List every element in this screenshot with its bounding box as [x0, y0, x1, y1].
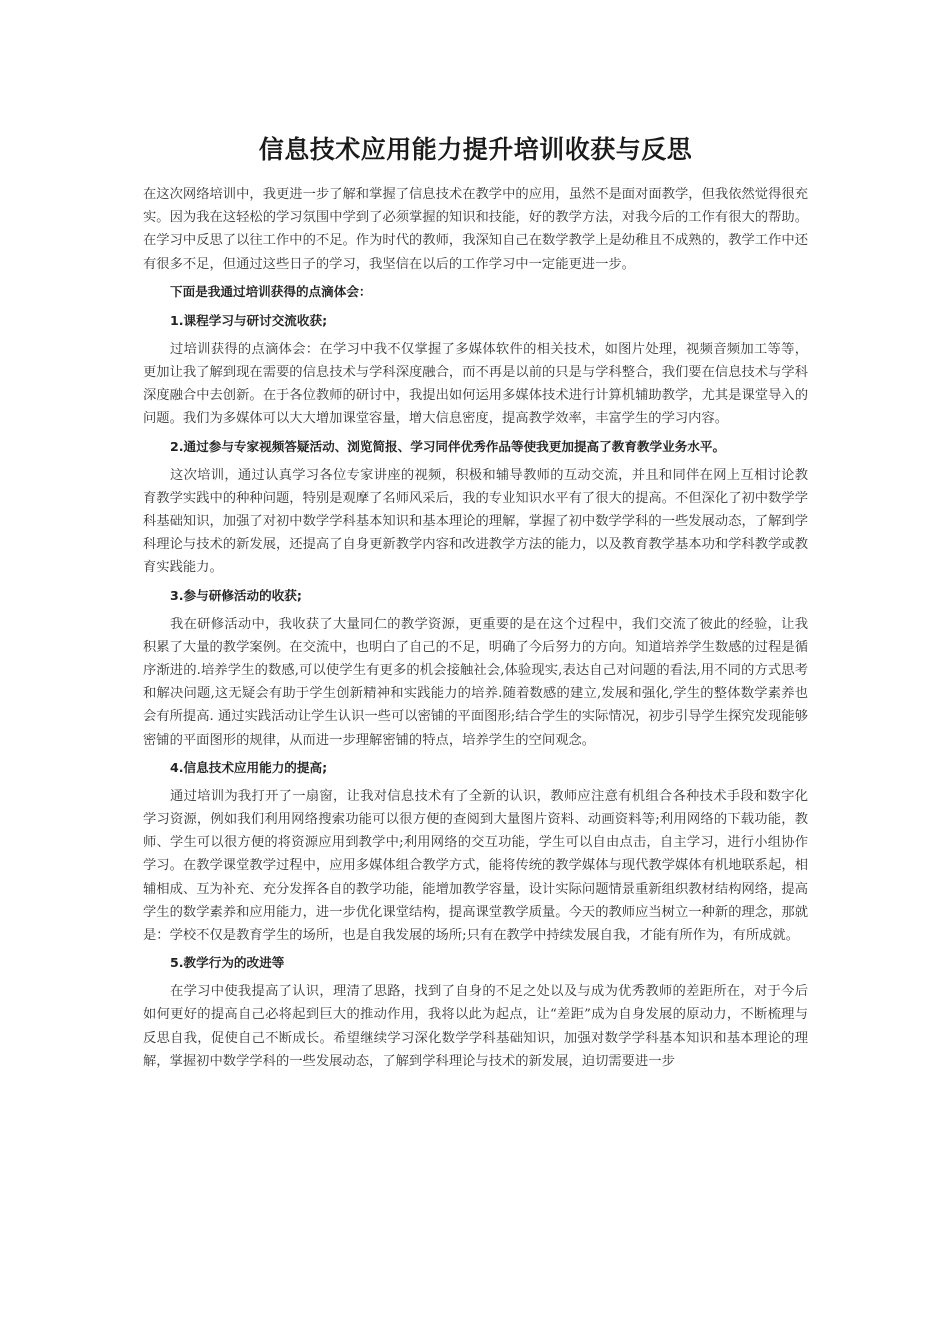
section-2-paragraph: 这次培训，通过认真学习各位专家讲座的视频，积极和辅导教师的互动交流，并且和同伴在网上互相讨论教育教学实践中的种种问题，特别是观摩了名师风采后，我的专业知识水平有了很大的提高。不但深化了初中数学学科基础知识，加强了对初中数学学科基本知识和基本理论的理解，掌握了初中数学学科的一些发展动态，了解到学科理论与技术的新发展，还提高了自身更新教学内容和改进教学方法的能力，以及教育教学基本功和学科教学或教育实践能力。 [143, 467, 808, 576]
section-5-heading: 5.教学行为的改进等 [170, 955, 285, 971]
section-1-paragraph: 过培训获得的点滴体会：在学习中我不仅掌握了多媒体软件的相关技术，如图片处理，视频音频加工等等，更加让我了解到现在需要的信息技术与学科深度融合，而不再是以前的只是与学科整合，我们要在信息技术与学科深度融合中去创新。在于各位教师的研讨中，我提出如何运用多媒体技术进行计算机辅助教学，尤其是课堂导入的问题。我们为多媒体可以大大增加课堂容量，增大信息密度，提高教学效率，丰富学生的学习内容。 [143, 341, 808, 427]
section-4-paragraph: 通过培训为我打开了一扇窗，让我对信息技术有了全新的认识，教师应注意有机组合各种技术手段和数字化学习资源，例如我们利用网络搜索功能可以很方便的查阅到大量图片资料、动画资料等;利用网络的下载功能，教师、学生可以很方便的将资源应用到教学中;利用网络的交互功能，学生可以自由点击，自主学习，进行小组协作学习。在教学课堂教学过程中，应用多媒体组合教学方式，能将传统的教学媒体与现代教学媒体有机地联系起，相辅相成、互为补充、充分发挥各自的教学功能，能增加教学容量，设计实际问题情景重新组织教材结构网络，提高学生的数学素养和应用能力，进一步优化课堂结构，提高课堂教学质量。今天的教师应当树立一种新的理念，那就是：学校不仅是教育学生的场所，也是自我发展的场所;只有在教学中持续发展自我，才能有所作为，有所成就。 [143, 788, 808, 944]
section-1-heading: 1.课程学习与研讨交流收获; [170, 312, 328, 328]
section-3-paragraph: 我在研修活动中，我收获了大量同仁的教学资源，更重要的是在这个过程中，我们交流了彼此的经验，让我积累了大量的教学案例。在交流中，也明白了自己的不足，明确了今后努力的方向。知道培养学生数感的过程是循序渐进的.培养学生的数感,可以使学生有更多的机会接触社会,体验现实,表达自己对问题的看法,用不同的方式思考和解决问题,这无疑会有助于学生创新精神和实践能力的培养.随着数感的建立,发展和强化,学生的整体数学素养也会有所提高. 通过实践活动让学生认识一些可以密铺的平面图形;结合学生的实际情况，初步引导学生探究发现能够密铺的平面图形的规律，从而进一步理解密铺的特点，培养学生的空间观念。 [143, 616, 808, 748]
intro-paragraph: 在这次网络培训中，我更进一步了解和掌握了信息技术在教学中的应用，虽然不是面对面教学，但我依然觉得很充实。因为我在这轻松的学习氛围中学到了必须掌握的知识和技能，好的教学方法，对我今后的工作有很大的帮助。在学习中反思了以往工作中的不足。作为时代的教师，我深知自己在数学教学上是幼稚且不成熟的，教学工作中还有很多不足，但通过这些日子的学习，我坚信在以后的工作学习中一定能更进一步。 [143, 187, 808, 272]
section-5-paragraph: 在学习中使我提高了认识，理清了思路，找到了自身的不足之处以及与成为优秀教师的差距所在，对于今后如何更好的提高自己必将起到巨大的推动作用，我将以此为起点，让“差距”成为自身发展的原动力，不断梳理与反思自我，促使自己不断成长。希望继续学习深化数学学科基础知识，加强对数学学科基本知识和基本理论的理解，掌握初中数学学科的一些发展动态，了解到学科理论与技术的新发展，迫切需要进一步 [143, 984, 808, 1069]
document-page [143, 130, 808, 1077]
lead-heading: 下面是我通过培训获得的点滴体会： [170, 283, 372, 299]
document-title: 信息技术应用能力提升培训收获与反思 [258, 135, 693, 164]
section-4-heading: 4.信息技术应用能力的提高; [170, 759, 328, 775]
section-2-heading: 2.通过参与专家视频答疑活动、浏览简报、学习同伴优秀作品等使我更加提高了教育教学业务水平。 [170, 438, 726, 454]
section-3-heading: 3.参与研修活动的收获; [170, 587, 302, 603]
